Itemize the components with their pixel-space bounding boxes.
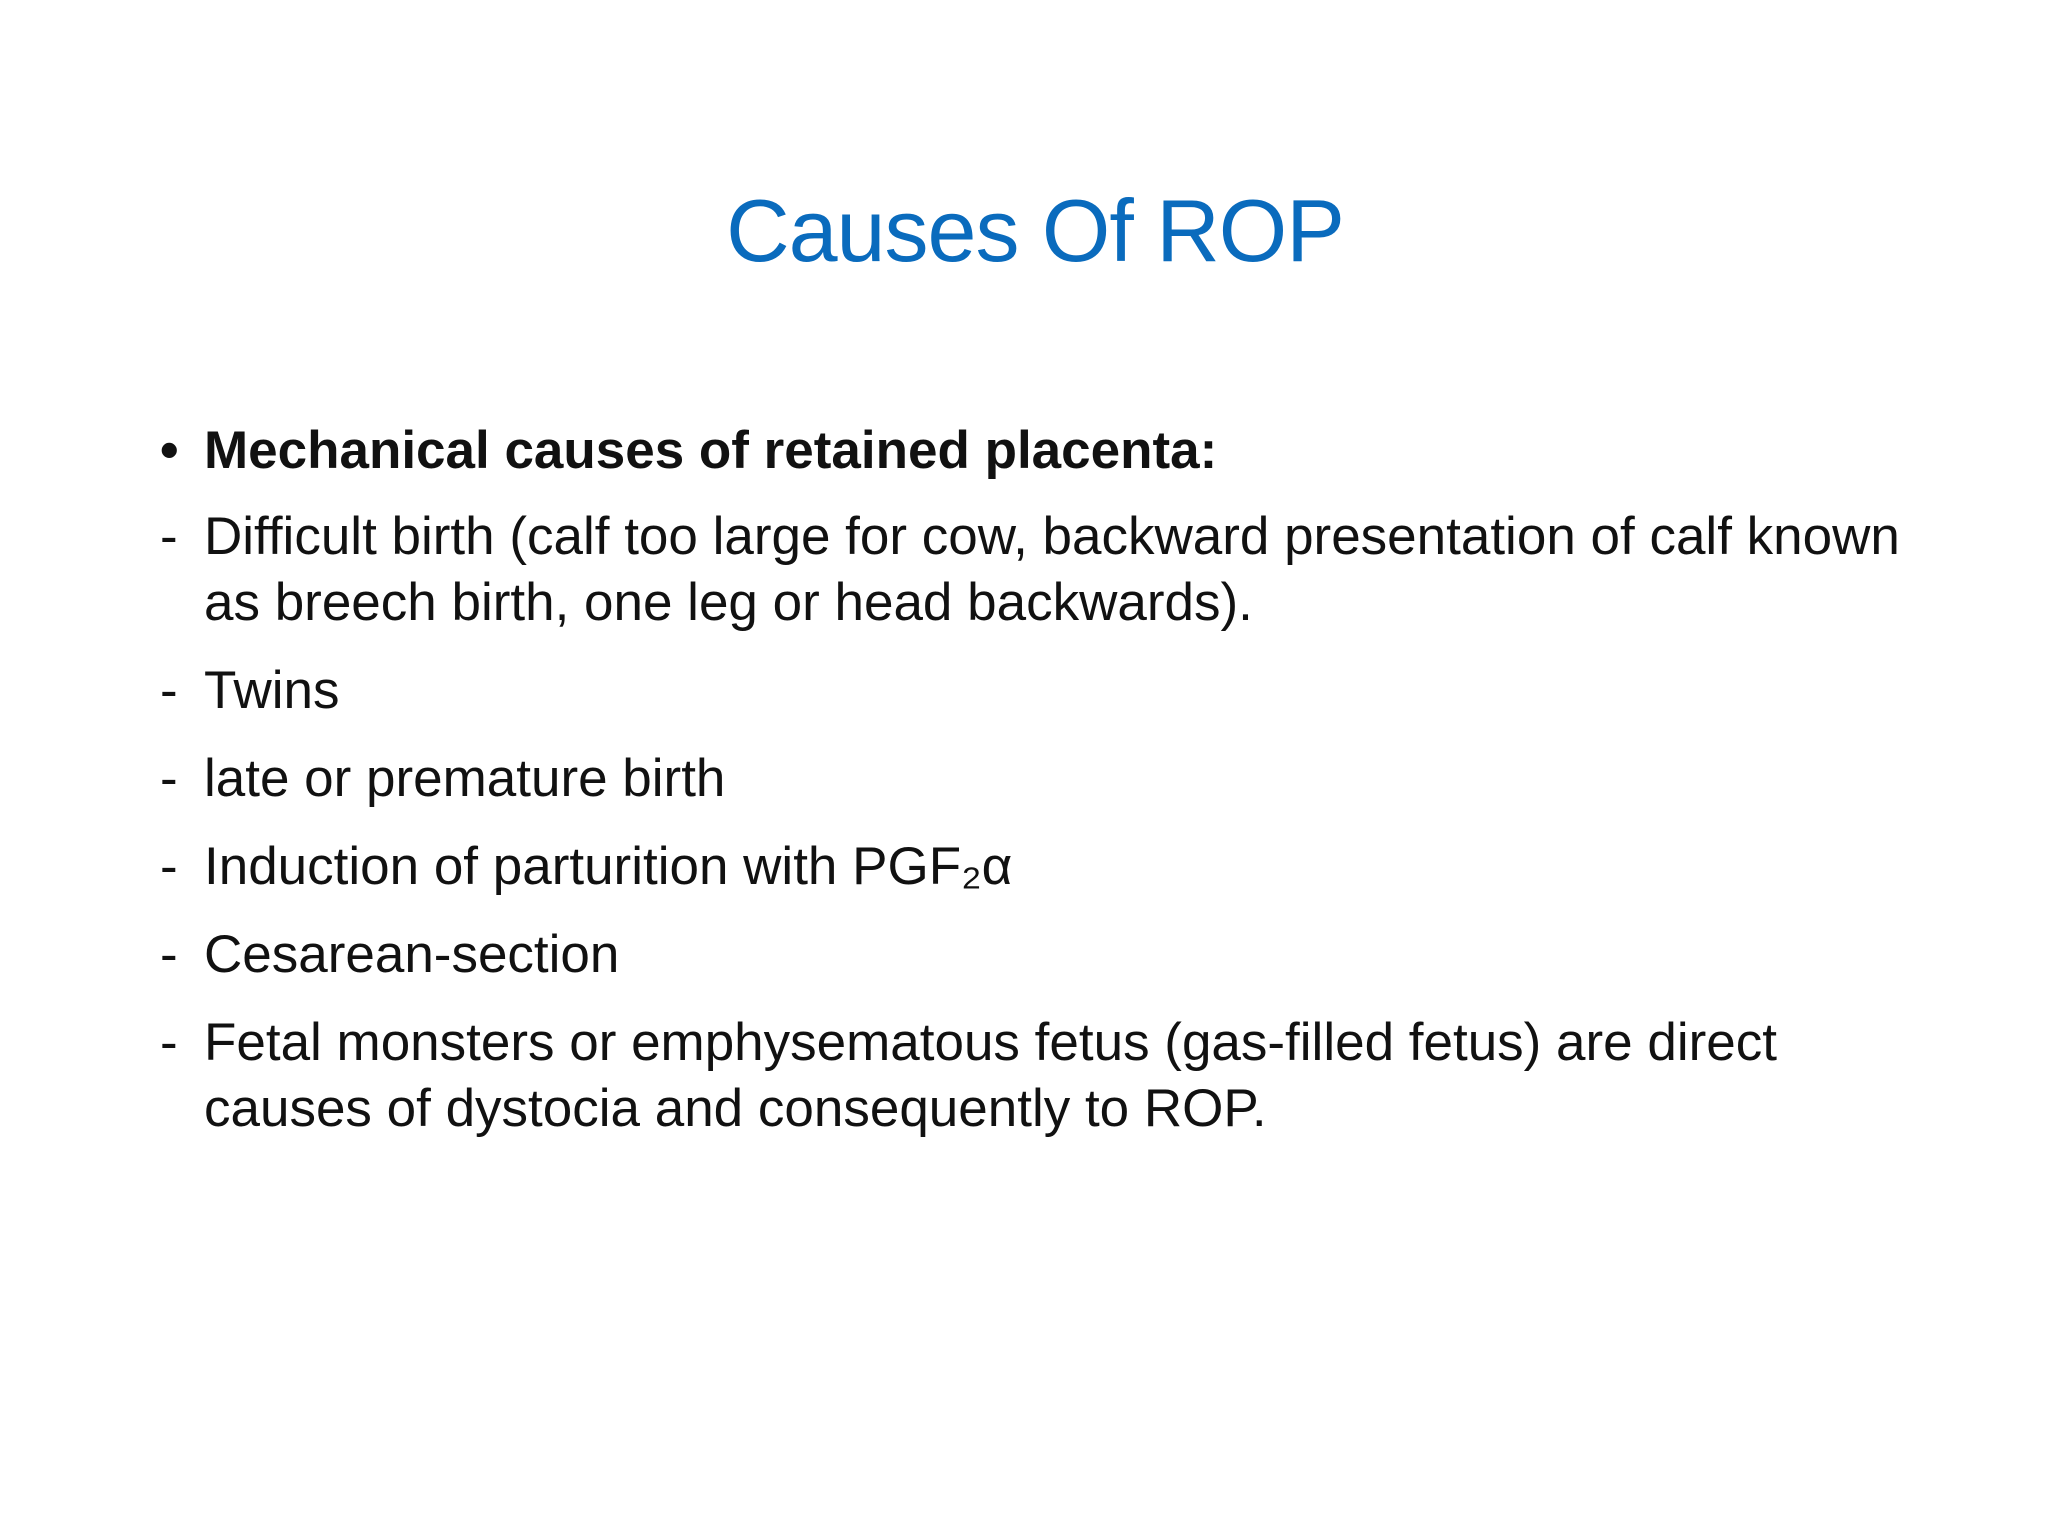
- list-item-text: Cesarean-section: [204, 925, 620, 984]
- dash-marker: -: [160, 507, 178, 566]
- list-item: [160, 658, 1920, 724]
- dash-marker: -: [160, 749, 178, 808]
- slide-title: Causes Of ROP: [726, 181, 1344, 280]
- list-item-text: Difficult birth (calf too large for cow, backward presentation of calf known as breech birth, one leg or head backwards).: [204, 507, 1900, 632]
- list-item-text: Twins: [204, 661, 340, 720]
- bullet-marker: •: [160, 421, 179, 480]
- list-item: [160, 504, 1920, 636]
- dash-marker: -: [160, 837, 178, 896]
- bullet-heading: [160, 418, 1920, 484]
- list-item: [160, 1010, 1920, 1142]
- dash-marker: -: [160, 925, 178, 984]
- dash-marker: -: [160, 1013, 178, 1072]
- list-item: [160, 746, 1920, 812]
- list-item: [160, 922, 1920, 988]
- list-item-text: late or premature birth: [204, 749, 726, 808]
- list-item-text: Induction of parturition with PGF₂α: [204, 837, 1013, 896]
- bullet-list: [160, 418, 1920, 1164]
- dash-marker: -: [160, 661, 178, 720]
- bullet-heading-text: Mechanical causes of retained placenta:: [204, 421, 1218, 480]
- list-item: [160, 834, 1920, 900]
- list-item-text: Fetal monsters or emphysematous fetus (gas-filled fetus) are direct causes of dystocia and consequently to ROP.: [204, 1013, 1777, 1138]
